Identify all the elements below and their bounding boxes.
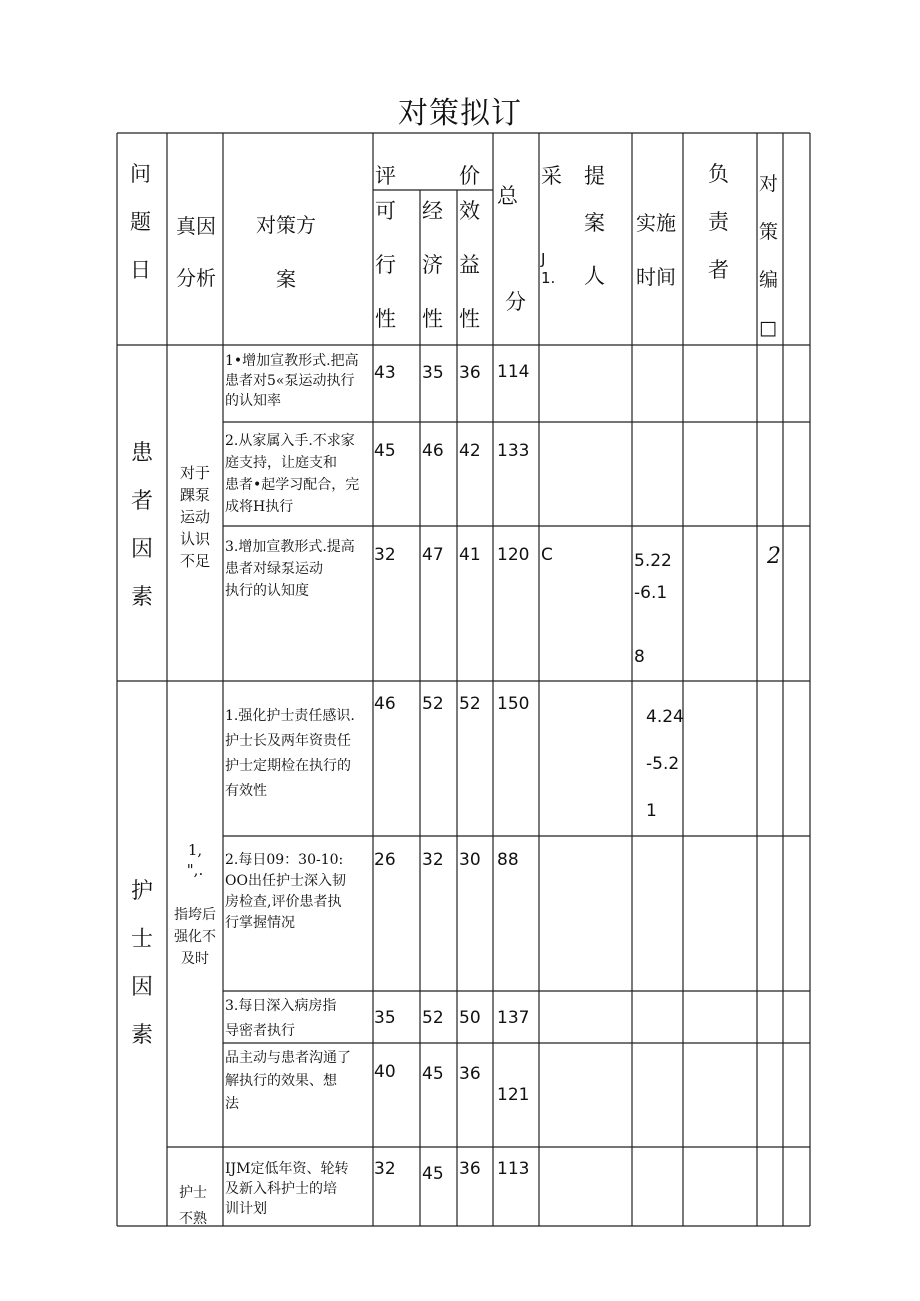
header-adopt-b: J 1. xyxy=(541,250,556,287)
implementation-time: 5.22 -6.1 8 xyxy=(634,551,672,667)
feasibility-score: 26 xyxy=(374,850,396,870)
header-problem: 问 题 日 xyxy=(130,162,151,282)
plan-text: 2.每日09：30-10: OO出任护士深入韧 房检查,评价患者执 行掌握情况 xyxy=(225,852,346,931)
header-total-a: 总 xyxy=(497,184,518,208)
benefit-score: 50 xyxy=(459,1008,481,1028)
header-proposer-b: 案 xyxy=(584,211,605,235)
header-adopt-a: 采 xyxy=(541,164,562,188)
economy-score: 52 xyxy=(422,1008,444,1028)
feasibility-score: 32 xyxy=(374,1159,396,1179)
benefit-score: 36 xyxy=(459,363,481,383)
header-number: 对 策 编 □ xyxy=(759,173,779,339)
total-score: 88 xyxy=(497,850,519,870)
adopt-mark: C xyxy=(541,545,553,565)
plan-text: 3.增加宣教形式.提高 患者对绿泵运动 执行的认知度 xyxy=(225,539,355,599)
total-score: 137 xyxy=(497,1008,530,1028)
category-patient: 患 者 因 素 xyxy=(130,441,153,610)
plan-text: 2.从家属入手.不求家 庭支持，让庭支和 患者•起学习配合，完 成将H执行 xyxy=(225,433,360,515)
total-score: 114 xyxy=(497,362,530,382)
benefit-score: 36 xyxy=(459,1064,481,1084)
benefit-score: 42 xyxy=(459,441,481,461)
economy-score: 45 xyxy=(422,1064,444,1084)
benefit-score: 52 xyxy=(459,694,481,714)
total-score: 150 xyxy=(497,694,530,714)
page-title: 对策拟订 xyxy=(398,96,522,131)
benefit-score: 36 xyxy=(459,1159,481,1179)
total-score: 121 xyxy=(497,1085,530,1105)
feasibility-score: 45 xyxy=(374,441,396,461)
header-eval-a: 评 xyxy=(375,164,396,188)
header-benefit: 效 益 性 xyxy=(459,199,480,331)
economy-score: 32 xyxy=(422,850,444,870)
header-time: 实施 时间 xyxy=(636,211,676,289)
cause-nurse: 指垮后 强化不 及时 xyxy=(174,907,216,967)
cause-marks: 1, ",. xyxy=(186,841,204,879)
category-nurse: 护 士 因 素 xyxy=(130,879,153,1048)
implementation-time: 4.24 -5.2 1 xyxy=(646,707,684,821)
header-total-b: 分 xyxy=(505,290,526,314)
header-plan: 对策方 案 xyxy=(256,213,316,291)
economy-score: 46 xyxy=(422,441,444,461)
header-eval-b: 价 xyxy=(459,164,480,188)
header-cause: 真因 分析 xyxy=(176,214,216,290)
header-proposer-c: 人 xyxy=(584,264,605,288)
cause-patient: 对于 踝泵 运动 认识 不足 xyxy=(179,464,210,570)
feasibility-score: 35 xyxy=(374,1008,396,1028)
cause-nurse-skill: 护士 不熟 xyxy=(179,1185,207,1227)
benefit-score: 41 xyxy=(459,545,481,565)
plan-number: 2 xyxy=(767,544,781,569)
total-score: 113 xyxy=(497,1159,530,1179)
plan-text: 1•增加宣教形式.把高 患者对5«泵运动执行 的认知率 xyxy=(225,353,359,409)
header-owner: 负 责 者 xyxy=(708,162,729,282)
plan-text: 1.强化护士责任感识. 护士长及两年资贵任 护士定期检在执行的 有效性 xyxy=(225,708,355,799)
plan-text: 品主动与患者沟通了 解执行的效果、想 法 xyxy=(225,1050,351,1112)
feasibility-score: 43 xyxy=(374,363,396,383)
economy-score: 35 xyxy=(422,363,444,383)
feasibility-score: 32 xyxy=(374,545,396,565)
benefit-score: 30 xyxy=(459,850,481,870)
plan-text: IJM定低年资、轮转 及新入科护士的培 训计划 xyxy=(225,1161,349,1217)
economy-score: 45 xyxy=(422,1164,444,1184)
feasibility-score: 40 xyxy=(374,1062,396,1082)
header-feasibility: 可 行 性 xyxy=(375,199,396,331)
plan-text: 3.每日深入病房指 导密者执行 xyxy=(225,998,337,1039)
header-economy: 经 济 性 xyxy=(422,199,443,331)
feasibility-score: 46 xyxy=(374,694,396,714)
economy-score: 52 xyxy=(422,694,444,714)
header-proposer-a: 提 xyxy=(584,164,605,188)
economy-score: 47 xyxy=(422,545,444,565)
total-score: 133 xyxy=(497,441,530,461)
total-score: 120 xyxy=(497,545,530,565)
